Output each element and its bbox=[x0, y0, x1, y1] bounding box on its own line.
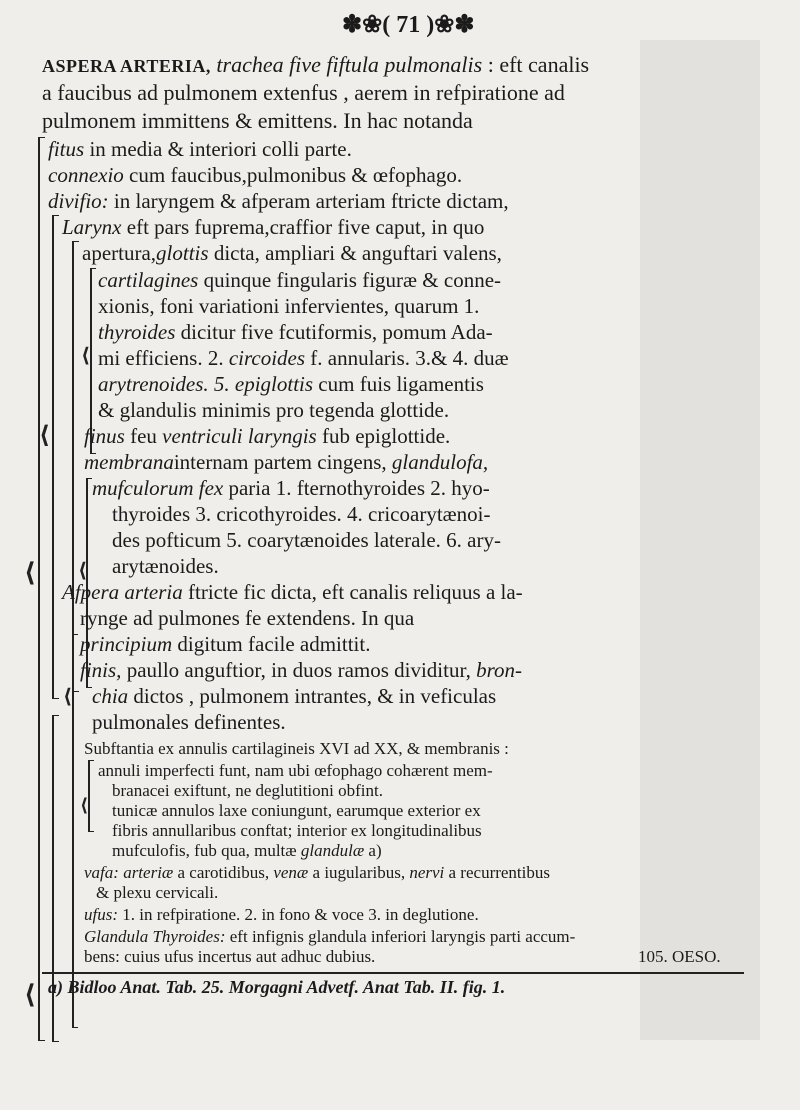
line-13: arytrenoides. 5. epiglottis cum fuis ligamentis bbox=[98, 372, 484, 396]
line-34: & plexu cervicali. bbox=[96, 883, 219, 902]
line-8: apertura,glottis dicta, ampliari & anguftari valens, bbox=[82, 241, 502, 265]
bracket-level-3b bbox=[72, 634, 78, 1028]
line-33: vafa: arteriæ a carotidibus, venæ a iugularibus, nervi a recurrentibus bbox=[84, 863, 550, 882]
line-24: finis, paullo anguftior, in duos ramos dividitur, bron- bbox=[80, 658, 523, 682]
heading-term: ASPERA ARTERIA, bbox=[42, 56, 211, 76]
header-ornament-right: )❀✽ bbox=[426, 12, 475, 38]
bracket-level-2 bbox=[52, 215, 59, 699]
footnote: a) Bidloo Anat. Tab. 25. Morgagni Advetf. Anat Tab. II. fig. 1. bbox=[48, 977, 506, 997]
line-32: mufculofis, fub qua, multæ glandulæ a) bbox=[112, 841, 382, 860]
line-15: finus feu ventriculi laryngis fub epiglottide. bbox=[84, 424, 451, 448]
line-20: arytænoides. bbox=[112, 554, 219, 578]
brace-level-3b: ⟨ bbox=[63, 684, 73, 708]
brace-level-1-lower: ⟨ bbox=[24, 980, 36, 1010]
line-37: bens: cuius ufus incertus aut adhuc dubius. bbox=[84, 947, 376, 966]
line-10: xionis, foni variationi infervientes, quarum 1. bbox=[98, 294, 480, 318]
header-ornament-left: ✽❀( bbox=[342, 12, 391, 38]
line-11: thyroides dicitur five fcutiformis, pomum Ada- bbox=[98, 320, 493, 344]
line-25: chia dictos , pulmonem intrantes, & in veficulas bbox=[92, 684, 497, 708]
line-27: Subftantia ex annulis cartilagineis XVI ad XX, & membranis : bbox=[84, 739, 509, 758]
line-22: rynge ad pulmones fe extendens. In qua bbox=[80, 606, 415, 630]
line-18: thyroides 3. cricothyroides. 4. cricoarytænoi- bbox=[112, 502, 491, 526]
brace-level-1-upper: ⟨ bbox=[24, 558, 36, 588]
bracket-substantia bbox=[88, 760, 94, 832]
line-1: ASPERA ARTERIA, trachea five fiftula pulmonalis : eft canalis bbox=[42, 52, 590, 77]
line-2: a faucibus ad pulmonem extenfus , aerem in refpiratione ad bbox=[42, 80, 565, 105]
catchword: 105. OESO. bbox=[638, 947, 721, 966]
line-12: mi efficiens. 2. circoides f. annularis. 3.& 4. duæ bbox=[98, 346, 509, 370]
line-31: fibris annullaribus conftat; interior ex longitudinalibus bbox=[112, 821, 482, 840]
page-number: 71 bbox=[396, 12, 421, 38]
line-23: principium digitum facile admittit. bbox=[80, 632, 371, 656]
line-28: annuli imperfecti funt, nam ubi œfophago cohærent mem- bbox=[98, 761, 493, 780]
brace-level-2: ⟨ bbox=[39, 420, 50, 449]
line-36: Glandula Thyroides: eft infignis glandula inferiori laryngis parti accum- bbox=[84, 927, 576, 946]
line-35: ufus: 1. in refpiratione. 2. in fono & voce 3. in deglutione. bbox=[84, 905, 479, 924]
line-30: tunicæ annulos laxe coniungunt, earumque exterior ex bbox=[112, 801, 481, 820]
ink-bleed-shadow bbox=[640, 40, 760, 1040]
bracket-level-1 bbox=[38, 137, 45, 1041]
page-header bbox=[342, 13, 474, 37]
footnote-rule bbox=[42, 972, 744, 974]
line-5: connexio cum faucibus,pulmonibus & œfophago. bbox=[48, 163, 463, 187]
line-4: fitus in media & interiori colli parte. bbox=[48, 137, 352, 161]
line-14: & glandulis minimis pro tegenda glottide. bbox=[98, 398, 450, 422]
line-21: Afpera arteria ftricte fic dicta, eft canalis reliquus a la- bbox=[62, 580, 523, 604]
line-19: des pofticum 5. coarytænoides laterale. 6. ary- bbox=[112, 528, 501, 552]
brace-level-4-musculi: ⟨ bbox=[78, 558, 88, 582]
line-29: branacei exiftunt, ne deglutitioni obfint. bbox=[112, 781, 383, 800]
line-17: mufculorum fex paria 1. fternothyroides 2. hyo- bbox=[92, 476, 490, 500]
bracket-level-3 bbox=[72, 241, 79, 692]
line-26: pulmonales definentes. bbox=[92, 710, 286, 734]
line-7: Larynx eft pars fuprema,craffior five caput, in quo bbox=[62, 215, 485, 239]
line-3: pulmonem immittens & emittens. In hac notanda bbox=[42, 108, 473, 133]
line-6: divifio: in laryngem & afperam arteriam ftricte dictam, bbox=[48, 189, 509, 213]
brace-substantia: ⟨ bbox=[80, 795, 89, 816]
brace-level-4: ⟨ bbox=[81, 343, 91, 367]
line-9: cartilagines quinque fingularis figuræ & conne- bbox=[98, 268, 502, 292]
line-16: membranainternam partem cingens, glandulofa, bbox=[84, 450, 489, 474]
